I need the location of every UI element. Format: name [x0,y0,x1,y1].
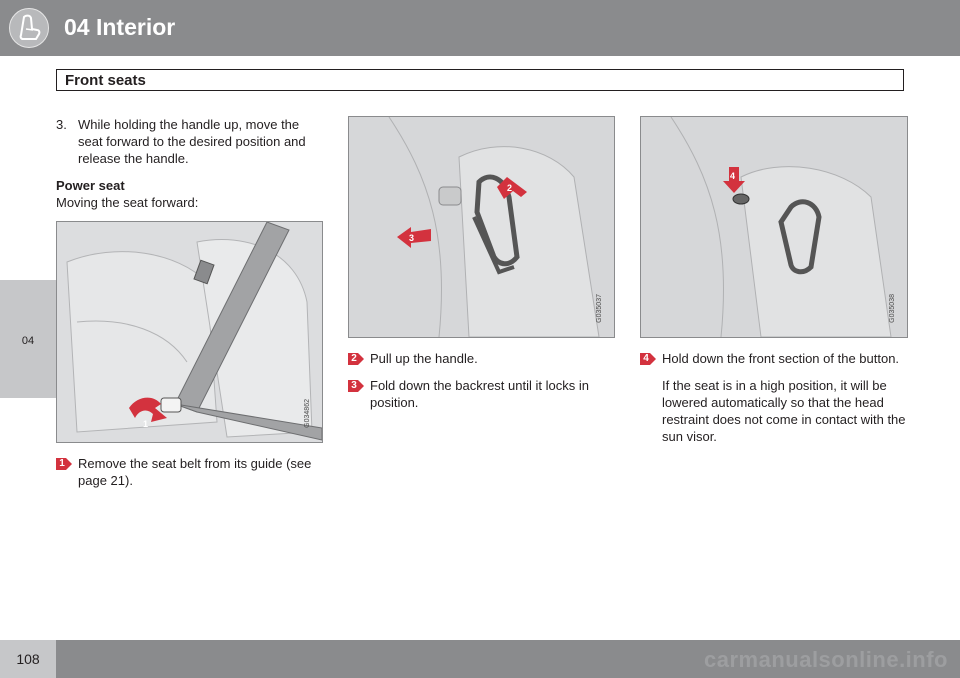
button-illustration [641,117,907,337]
svg-text:4: 4 [730,171,736,181]
seat-belt-illustration [57,222,322,442]
step-3 [348,377,613,411]
svg-text:3: 3 [409,233,415,243]
step-2 [348,350,613,367]
step-3-number: 3 [351,380,357,391]
column-left [56,116,321,499]
seat-belt-figure [56,221,323,443]
seat-icon [9,8,49,48]
step-2-number: 2 [351,353,357,364]
column-right [640,116,906,455]
figure-code: G034862 [304,399,311,428]
step-4-number: 4 [643,353,649,364]
step-3-text: Fold down the backrest until it locks in position. [370,378,589,410]
column-middle [348,116,613,421]
figure-code: G035037 [596,294,603,323]
button-figure [640,116,908,338]
step-1-text: Remove the seat belt from its guide (see page 21). [78,456,312,488]
svg-text:1: 1 [143,419,149,429]
step-2-text: Pull up the handle. [370,351,478,366]
watermark: carmanualsonline.info [704,647,948,672]
step-1-number: 1 [59,458,65,469]
chapter-tab-label: 04 [21,335,35,347]
chapter-tab [0,280,56,398]
step-text: While holding the handle up, move the seat forward to the desired position and release the handle. [78,117,306,166]
step-4-note: If the seat is in a high position, it will be lowered automatically so that the head restraint does not come in contact with the sun visor. [662,378,906,444]
step-4-text: Hold down the front section of the button. [662,351,900,366]
step-number: 3. [56,117,67,132]
power-seat-heading: Power seat [56,178,125,193]
page-footer [0,640,960,678]
side-margin [0,56,56,640]
handle-figure [348,116,615,338]
section-header [56,69,904,91]
intro-text: Moving the seat forward: [56,195,199,210]
step-4 [640,350,906,367]
section-title: Front seats [65,72,146,89]
page-number: 108 [0,640,56,678]
figure-code: G035038 [889,294,896,323]
step-3-paragraph [56,116,321,167]
handle-illustration [349,117,614,337]
chapter-header [0,0,960,56]
svg-text:2: 2 [507,183,513,193]
chapter-title: 04 Interior [64,14,176,40]
step-1 [56,455,321,489]
